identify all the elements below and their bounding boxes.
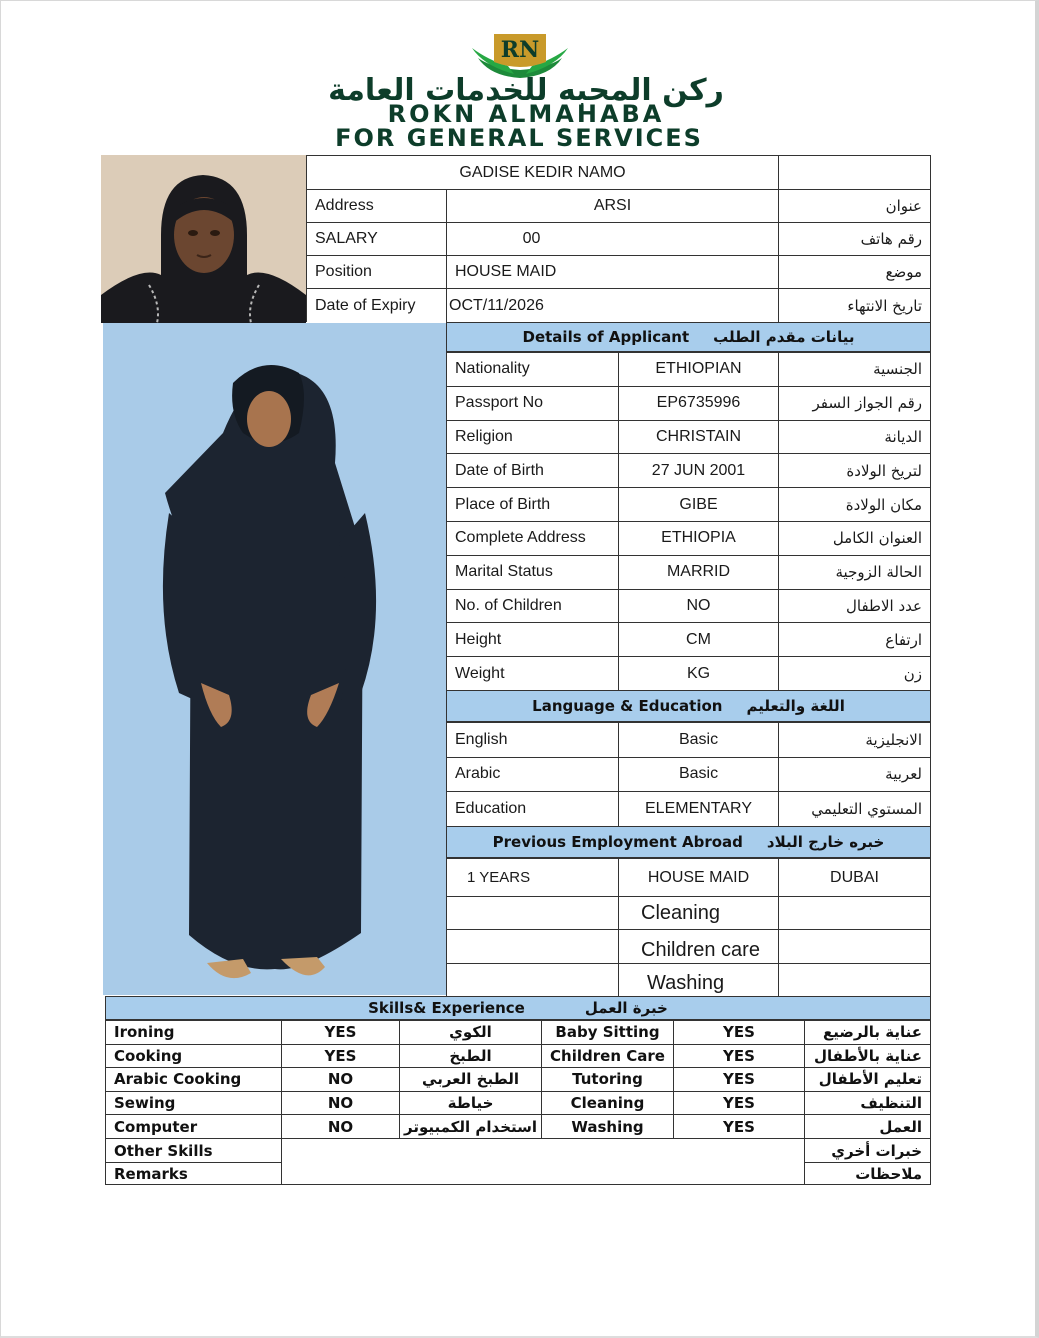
skill-left-label: Sewing xyxy=(105,1091,281,1115)
employment-heading-ar: خبره خارج البلاد xyxy=(766,833,885,851)
remarks-arabic: ملاحظات xyxy=(804,1162,931,1185)
expiry-arabic: تاريخ الانتهاء xyxy=(778,288,931,322)
employment-position: HOUSE MAID xyxy=(618,858,778,896)
other-skills-arabic: خبرات أخري xyxy=(804,1138,931,1162)
applicant-row-value: GIBE xyxy=(618,487,778,521)
other-skills-label: Other Skills xyxy=(105,1138,281,1162)
skills-section-heading xyxy=(105,996,931,1020)
skill-left-value: NO xyxy=(281,1091,399,1115)
employment-section-heading xyxy=(446,826,931,858)
skill-left-arabic: الطبخ العربي xyxy=(399,1067,541,1091)
applicant-row-label: Marital Status xyxy=(446,555,618,589)
duty-blank-3r xyxy=(778,963,931,996)
skill-right-label: Cleaning xyxy=(541,1091,673,1115)
applicant-row-label: Nationality xyxy=(446,352,618,386)
applicant-row-value: CHRISTAIN xyxy=(618,420,778,454)
skill-right-label: Children Care xyxy=(541,1044,673,1068)
language-row-label: English xyxy=(446,722,618,757)
applicant-heading-ar: بيانات مقدم الطلب xyxy=(713,328,855,346)
company-name-arabic: ركن المحبه للخدمات العامة xyxy=(328,73,724,108)
applicant-row-label: Height xyxy=(446,622,618,656)
address-arabic: عنوان xyxy=(778,189,931,222)
applicant-row-arabic: الديانة xyxy=(778,420,931,454)
employment-heading-en: Previous Employment Abroad xyxy=(492,833,743,851)
skill-right-value: YES xyxy=(673,1091,804,1115)
expiry-value: OCT/11/2026 xyxy=(446,288,778,322)
applicant-row-label: Passport No xyxy=(446,386,618,420)
applicant-row-label: Complete Address xyxy=(446,521,618,555)
duty-children-care: Children care xyxy=(618,929,778,963)
language-row-arabic: لعربية xyxy=(778,757,931,792)
duty-blank-2r xyxy=(778,929,931,963)
applicant-name: GADISE KEDIR NAMO xyxy=(306,155,778,189)
duty-blank-3 xyxy=(446,963,618,996)
position-value: HOUSE MAID xyxy=(446,255,778,288)
employment-duration: 1 YEARS xyxy=(446,858,618,896)
skill-right-arabic: العمل xyxy=(804,1114,931,1138)
salary-spacer xyxy=(616,222,778,255)
skill-right-label: Washing xyxy=(541,1114,673,1138)
language-row-label: Education xyxy=(446,791,618,826)
portrait-photo xyxy=(101,155,306,323)
employment-country: DUBAI xyxy=(778,858,931,896)
company-name-line1: ROKN ALMAHABA xyxy=(387,100,665,128)
position-arabic: موضع xyxy=(778,255,931,288)
applicant-row-arabic: الحالة الزوجية xyxy=(778,555,931,589)
skill-right-value: YES xyxy=(673,1020,804,1044)
language-row-value: ELEMENTARY xyxy=(618,791,778,826)
applicant-row-label: Weight xyxy=(446,656,618,690)
logo-letters: RN xyxy=(500,37,540,63)
company-name-line2: FOR GENERAL SERVICES xyxy=(335,124,703,152)
applicant-row-label: No. of Children xyxy=(446,589,618,623)
applicant-row-value: 27 JUN 2001 xyxy=(618,453,778,487)
address-label: Address xyxy=(306,189,446,222)
skill-left-label: Ironing xyxy=(105,1020,281,1044)
applicant-row-arabic: مكان الولادة xyxy=(778,487,931,521)
skill-left-label: Arabic Cooking xyxy=(105,1067,281,1091)
skill-right-label: Baby Sitting xyxy=(541,1020,673,1044)
applicant-row-arabic: لتريخ الولادة xyxy=(778,453,931,487)
salary-arabic: رقم هاتف xyxy=(778,222,931,255)
applicant-row-arabic: ارتفاع xyxy=(778,622,931,656)
remarks-label: Remarks xyxy=(105,1162,281,1185)
skill-right-arabic: عناية بالأطفال xyxy=(804,1044,931,1068)
applicant-row-arabic: الجنسية xyxy=(778,352,931,386)
skill-left-arabic: استخدام الكمبيوتر xyxy=(399,1114,541,1138)
applicant-row-value: KG xyxy=(618,656,778,690)
skills-heading-en: Skills& Experience xyxy=(368,999,525,1017)
language-heading-en: Language & Education xyxy=(532,697,723,715)
applicant-row-value: NO xyxy=(618,589,778,623)
salary-label: SALARY xyxy=(306,222,446,255)
skill-right-arabic: عناية بالرضيع xyxy=(804,1020,931,1044)
applicant-row-label: Date of Birth xyxy=(446,453,618,487)
language-row-label: Arabic xyxy=(446,757,618,792)
duty-washing: Washing xyxy=(618,963,778,996)
language-section-heading xyxy=(446,690,931,722)
duty-blank-1 xyxy=(446,896,618,929)
skill-left-arabic: خياطة xyxy=(399,1091,541,1115)
skill-left-value: NO xyxy=(281,1114,399,1138)
applicant-row-arabic: زن xyxy=(778,656,931,690)
skill-left-arabic: الطبخ xyxy=(399,1044,541,1068)
duty-cleaning: Cleaning xyxy=(618,896,778,929)
applicant-row-label: Place of Birth xyxy=(446,487,618,521)
applicant-row-label: Religion xyxy=(446,420,618,454)
applicant-row-arabic: عدد الاطفال xyxy=(778,589,931,623)
name-arabic-cell xyxy=(778,155,931,189)
skill-right-arabic: التنظيف xyxy=(804,1091,931,1115)
applicant-row-arabic: العنوان الكامل xyxy=(778,521,931,555)
skill-left-label: Cooking xyxy=(105,1044,281,1068)
skill-left-value: YES xyxy=(281,1020,399,1044)
applicant-row-value: CM xyxy=(618,622,778,656)
skill-right-value: YES xyxy=(673,1114,804,1138)
applicant-section-heading xyxy=(446,322,931,352)
language-row-arabic: المستوي التعليمي xyxy=(778,791,931,826)
full-body-photo xyxy=(103,323,446,995)
language-row-arabic: الانجليزية xyxy=(778,722,931,757)
duty-blank-2 xyxy=(446,929,618,963)
applicant-row-value: EP6735996 xyxy=(618,386,778,420)
applicant-heading-en: Details of Applicant xyxy=(522,328,690,346)
skill-left-value: NO xyxy=(281,1067,399,1091)
language-row-value: Basic xyxy=(618,757,778,792)
skill-left-arabic: الكوي xyxy=(399,1020,541,1044)
duty-blank-1r xyxy=(778,896,931,929)
applicant-row-value: ETHIOPIA xyxy=(618,521,778,555)
skill-right-value: YES xyxy=(673,1044,804,1068)
position-label: Position xyxy=(306,255,446,288)
address-value: ARSI xyxy=(446,189,778,222)
other-skills-value xyxy=(281,1138,804,1185)
expiry-label: Date of Expiry xyxy=(306,288,446,322)
language-heading-ar: اللغة والتعليم xyxy=(746,697,845,715)
skills-heading-ar: خبرة العمل xyxy=(584,999,668,1017)
applicant-row-value: ETHIOPIAN xyxy=(618,352,778,386)
skill-right-arabic: تعليم الأطفال xyxy=(804,1067,931,1091)
salary-value: 00 xyxy=(446,222,616,255)
skill-left-value: YES xyxy=(281,1044,399,1068)
applicant-row-value: MARRID xyxy=(618,555,778,589)
language-row-value: Basic xyxy=(618,722,778,757)
skill-left-label: Computer xyxy=(105,1114,281,1138)
applicant-row-arabic: رقم الجواز السفر xyxy=(778,386,931,420)
skill-right-value: YES xyxy=(673,1067,804,1091)
company-logo xyxy=(470,26,570,80)
skill-right-label: Tutoring xyxy=(541,1067,673,1091)
